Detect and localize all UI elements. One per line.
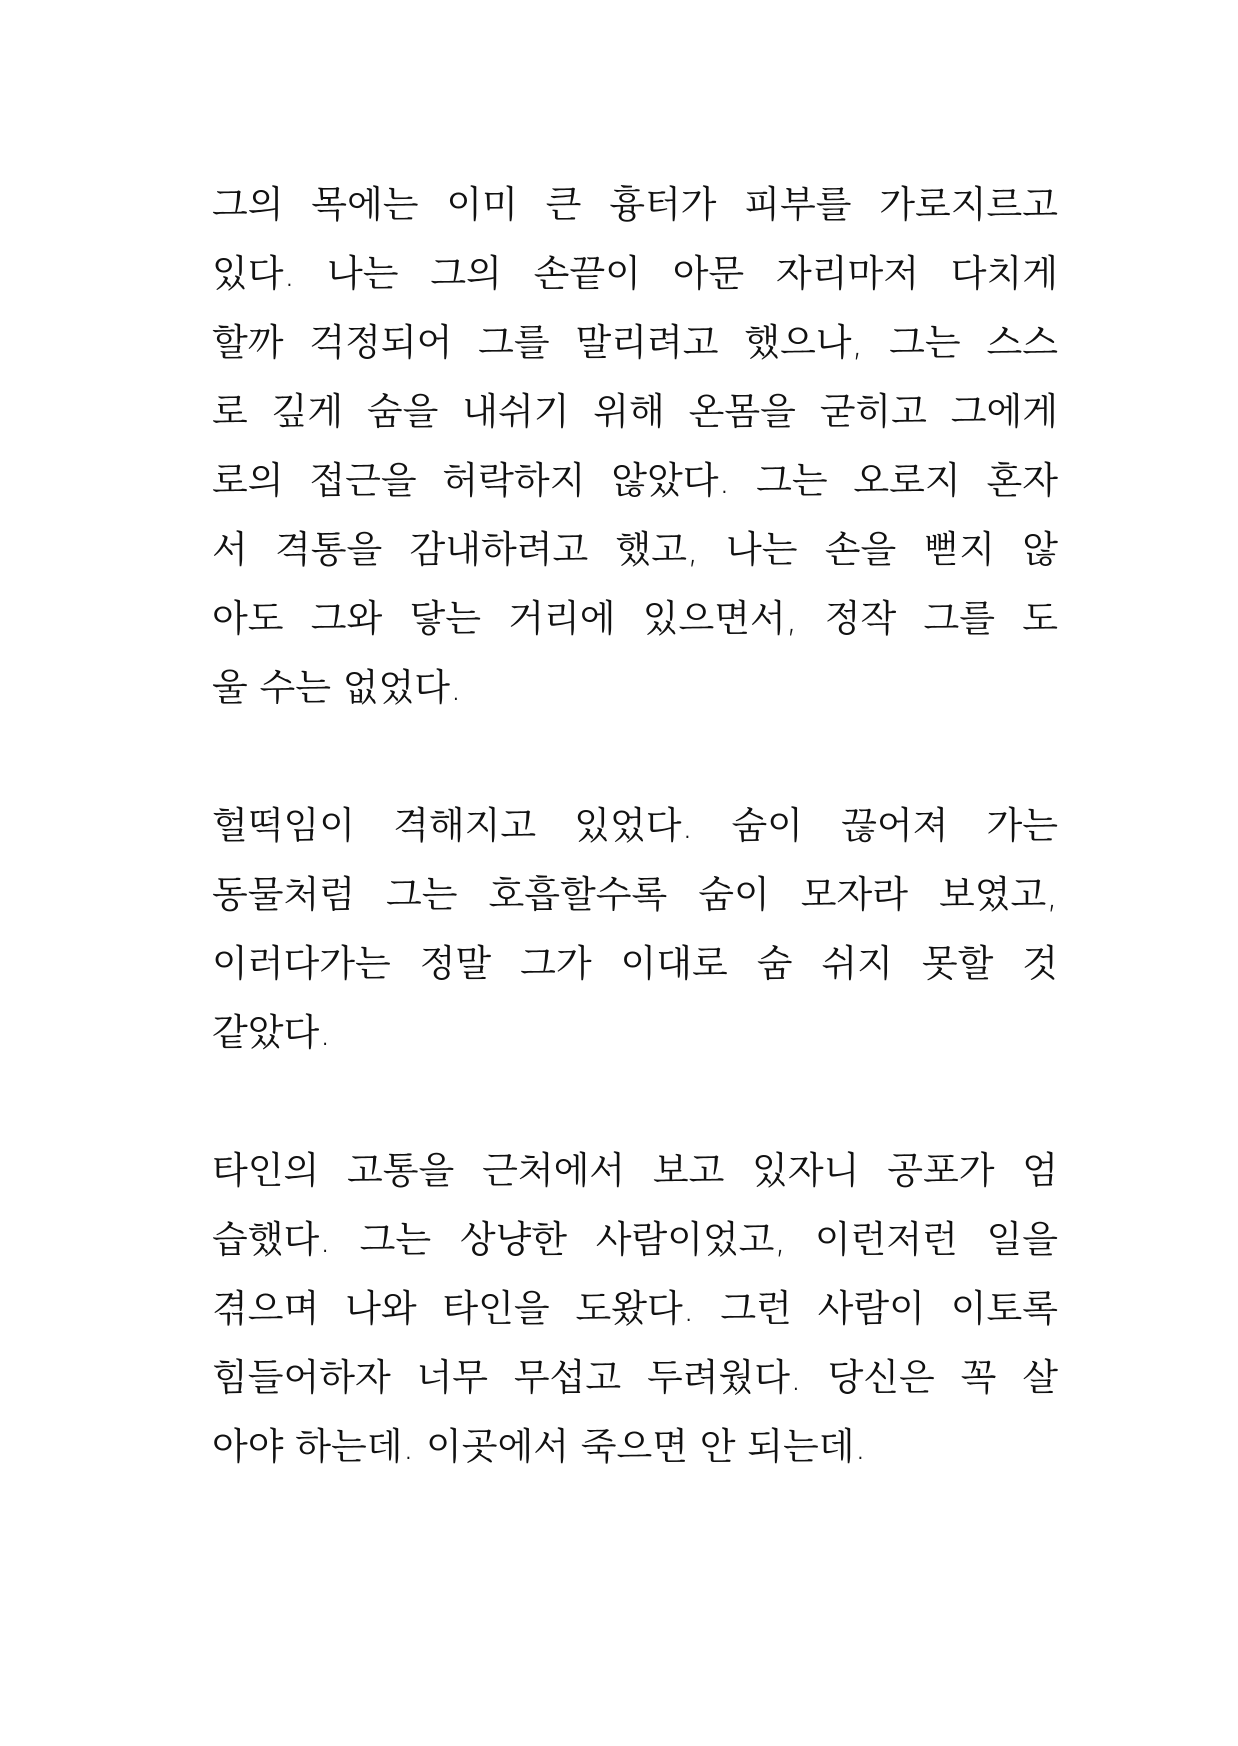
text-line: 로의 접근을 허락하지 않았다. 그는 오로지 혼자: [212, 459, 1058, 502]
text-line: 이러다가는 정말 그가 이대로 숨 쉬지 못할 것: [212, 942, 1058, 985]
text-line: 습했다. 그는 상냥한 사람이었고, 이런저런 일을: [212, 1218, 1058, 1261]
text-line: 아야 하는데. 이곳에서 죽으면 안 되는데.: [212, 1425, 867, 1468]
text-line: 헐떡임이 격해지고 있었다. 숨이 끊어져 가는: [212, 804, 1058, 847]
text-line: 타인의 고통을 근처에서 보고 있자니 공포가 엄: [212, 1149, 1058, 1192]
paragraph-spacer: [212, 722, 1058, 791]
text-line: 로 깊게 숨을 내쉬기 위해 온몸을 굳히고 그에게: [212, 390, 1058, 433]
text-line: 있다. 나는 그의 손끝이 아문 자리마저 다치게: [212, 252, 1058, 295]
text-line: 아도 그와 닿는 거리에 있으면서, 정작 그를 도: [212, 597, 1058, 640]
paragraph-1: [212, 170, 1058, 722]
paragraph-spacer: [212, 1067, 1058, 1136]
text-line: 할까 걱정되어 그를 말리려고 했으나, 그는 스스: [212, 321, 1058, 364]
text-line: 힘들어하자 너무 무섭고 두려웠다. 당신은 꼭 살: [212, 1356, 1058, 1399]
text-line: 서 격통을 감내하려고 했고, 나는 손을 뻗지 않: [212, 528, 1058, 571]
paragraph-2: [212, 791, 1058, 1067]
text-line: 울 수는 없었다.: [212, 666, 462, 709]
body-text: [212, 170, 1058, 1481]
text-line: 그의 목에는 이미 큰 흉터가 피부를 가로지르고: [212, 183, 1058, 226]
text-line: 같았다.: [212, 1011, 331, 1054]
text-line: 동물처럼 그는 호흡할수록 숨이 모자라 보였고,: [212, 873, 1058, 916]
paragraph-3: [212, 1136, 1058, 1481]
text-line: 겪으며 나와 타인을 도왔다. 그런 사람이 이토록: [212, 1287, 1058, 1330]
